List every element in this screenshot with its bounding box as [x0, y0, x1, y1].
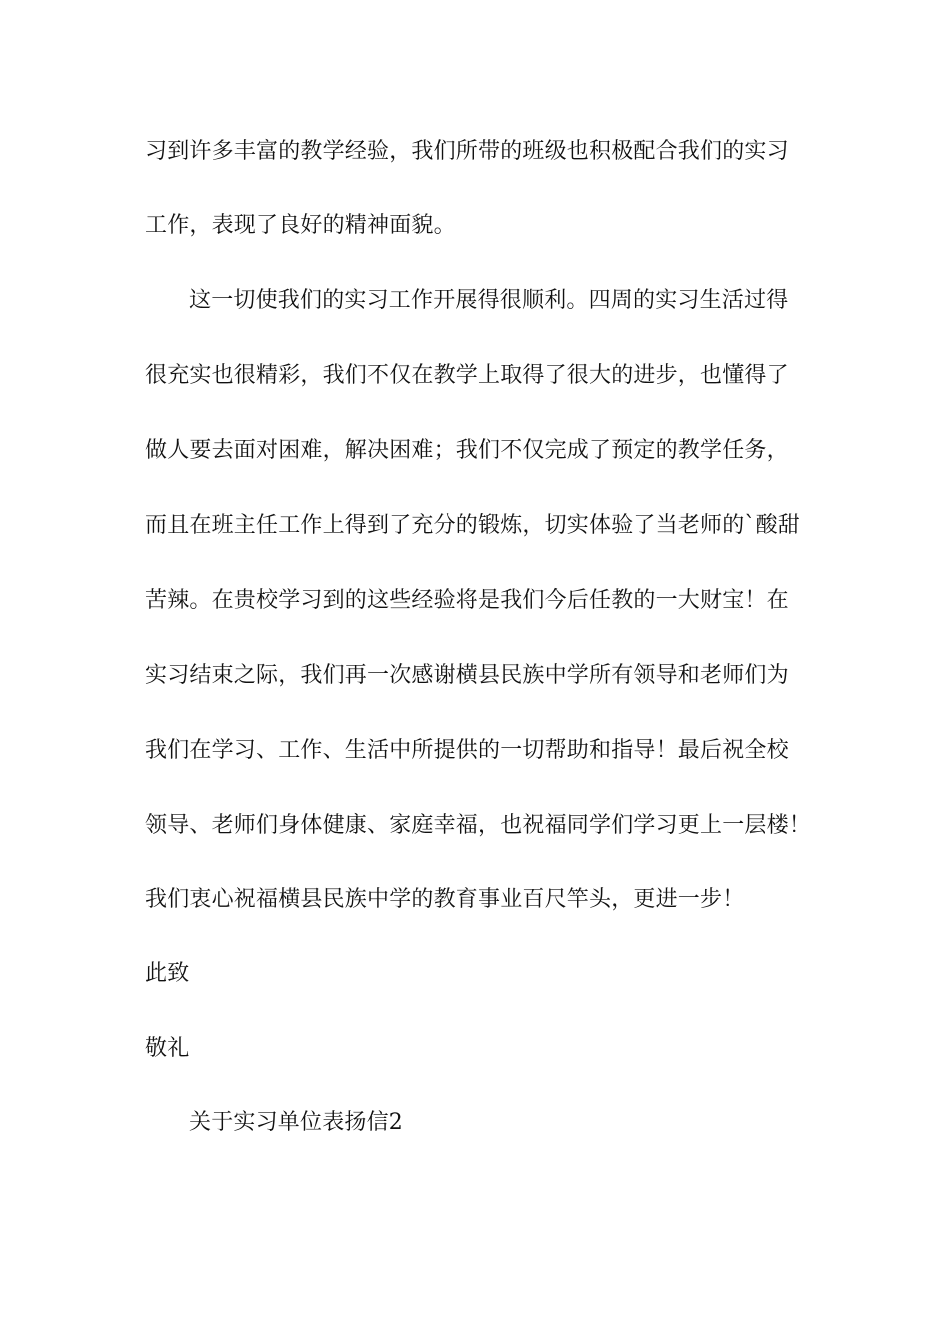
paragraph-line: 领导、老师们身体健康、家庭幸福，也祝福同学们学习更上一层楼！ — [145, 813, 812, 838]
paragraph-line: 苦辣。在贵校学习到的这些经验将是我们今后任教的一大财宝！在 — [145, 588, 789, 613]
paragraph-line: 工作，表现了良好的精神面貌。 — [145, 213, 456, 238]
paragraph-line: 实习结束之际，我们再一次感谢横县民族中学所有领导和老师们为 — [145, 663, 789, 688]
paragraph-line: 而且在班主任工作上得到了充分的锻炼，切实体验了当老师的`酸甜 — [145, 513, 801, 538]
section-title: 关于实习单位表扬信2 — [189, 1110, 403, 1135]
closing-salutation: 此致 — [145, 961, 190, 986]
closing-regards: 敬礼 — [145, 1036, 190, 1061]
paragraph-line: 我们衷心祝福横县民族中学的教育事业百尺竿头，更进一步！ — [145, 887, 745, 912]
paragraph-line: 我们在学习、工作、生活中所提供的一切帮助和指导！最后祝全校 — [145, 738, 789, 763]
paragraph-line: 做人要去面对困难，解决困难；我们不仅完成了预定的教学任务， — [145, 438, 789, 463]
paragraph-line: 习到许多丰富的教学经验，我们所带的班级也积极配合我们的实习 — [145, 139, 789, 164]
paragraph-line: 很充实也很精彩，我们不仅在教学上取得了很大的进步，也懂得了 — [145, 363, 789, 388]
paragraph-line: 这一切使我们的实习工作开展得很顺利。四周的实习生活过得 — [189, 288, 789, 313]
